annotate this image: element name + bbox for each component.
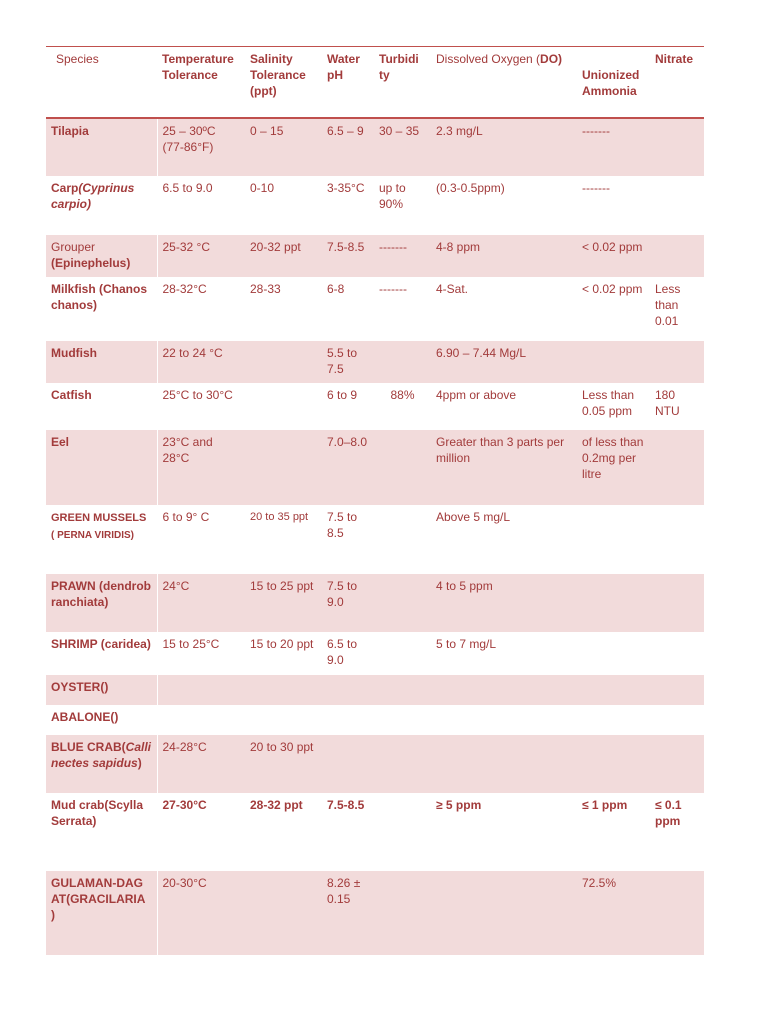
cell-dissolved-oxygen xyxy=(431,871,577,955)
cell-species: SHRIMP (caridea) xyxy=(46,632,157,675)
cell-nitrate xyxy=(650,176,704,235)
table-row xyxy=(46,705,704,735)
species-scientific-name: (Epinephelus) xyxy=(51,256,131,270)
cell-dissolved-oxygen: 4 to 5 ppm xyxy=(431,574,577,632)
cell-ammonia xyxy=(577,705,650,735)
cell-ph: 7.0–8.0 xyxy=(322,430,374,505)
header-ammonia: Unionized Ammonia xyxy=(582,68,640,98)
cell-turbidity: 30 – 35 xyxy=(374,118,431,176)
header-do-text: Dissolved Oxygen ( xyxy=(436,52,541,66)
table-row xyxy=(46,235,704,277)
cell-species xyxy=(46,176,157,235)
cell-ph xyxy=(322,675,374,705)
table-row xyxy=(46,675,704,705)
cell-salinity: 0 – 15 xyxy=(245,118,322,176)
header-nitrate: Nitrate xyxy=(655,52,694,66)
cell-species: PRAWN (dendrobranchiata) xyxy=(46,574,157,632)
cell-salinity xyxy=(245,383,322,430)
table-header-row xyxy=(46,47,704,119)
cell-salinity: 28-33 xyxy=(250,282,281,296)
cell-ammonia xyxy=(577,675,650,705)
species-scientific-name: (Cyprinus carpio) xyxy=(51,181,135,211)
cell-ammonia: Less than 0.05 ppm xyxy=(582,388,635,418)
cell-temperature: 6 to 9° C xyxy=(162,510,210,524)
cell-ph: 6.5 – 9 xyxy=(322,118,374,176)
cell-turbidity: 88% xyxy=(390,388,415,402)
cell-nitrate xyxy=(650,235,704,277)
water-quality-table xyxy=(46,46,704,955)
cell-nitrate xyxy=(650,505,704,574)
cell-temperature: 24-28°C xyxy=(157,735,245,793)
cell-nitrate: 180 NTU xyxy=(655,388,680,418)
table-row xyxy=(46,871,704,955)
cell-salinity: 28-32 ppt xyxy=(250,798,303,812)
cell-dissolved-oxygen: (0.3-0.5ppm) xyxy=(436,181,505,195)
cell-turbidity xyxy=(374,705,431,735)
cell-temperature: 25°C to 30°C xyxy=(162,388,233,402)
cell-species: OYSTER() xyxy=(46,675,157,705)
cell-temperature: 22 to 24 °C xyxy=(157,341,245,383)
cell-dissolved-oxygen: 6.90 – 7.44 Mg/L xyxy=(431,341,577,383)
header-turbidity: Turbidi ty xyxy=(379,52,419,82)
cell-nitrate xyxy=(650,675,704,705)
cell-species: Tilapia xyxy=(46,118,157,176)
cell-ph: 8.26 ± 0.15 xyxy=(322,871,374,955)
cell-nitrate xyxy=(650,705,704,735)
cell-dissolved-oxygen: Greater than 3 parts per million xyxy=(431,430,577,505)
table-row xyxy=(46,277,704,341)
cell-ph: 6-8 xyxy=(327,282,345,296)
cell-salinity: 20-32 ppt xyxy=(245,235,322,277)
cell-ph: 7.5 to 9.0 xyxy=(322,574,374,632)
cell-ph: 7.5-8.5 xyxy=(322,235,374,277)
table-row xyxy=(46,118,704,176)
cell-ammonia xyxy=(577,632,650,675)
cell-turbidity xyxy=(374,675,431,705)
cell-salinity: 20 to 35 ppt xyxy=(250,511,309,523)
header-species: Species xyxy=(56,52,99,66)
cell-temperature xyxy=(157,675,245,705)
table-row xyxy=(46,341,704,383)
cell-dissolved-oxygen: 4ppm or above xyxy=(436,388,517,402)
cell-dissolved-oxygen: 2.3 mg/L xyxy=(431,118,577,176)
cell-salinity xyxy=(245,871,322,955)
cell-turbidity xyxy=(374,430,431,505)
cell-ph: 7.5-8.5 xyxy=(327,798,365,812)
cell-ammonia xyxy=(577,341,650,383)
cell-salinity: 20 to 30 ppt xyxy=(245,735,322,793)
cell-species: Eel xyxy=(46,430,157,505)
cell-nitrate xyxy=(650,574,704,632)
header-temperature: Temperature Tolerance xyxy=(162,52,234,82)
cell-temperature: 20-30°C xyxy=(157,871,245,955)
cell-salinity xyxy=(245,341,322,383)
cell-ph xyxy=(322,735,374,793)
cell-ammonia: < 0.02 ppm xyxy=(582,282,643,296)
header-salinity: Salinity Tolerance (ppt) xyxy=(250,52,306,98)
cell-ammonia: ------- xyxy=(582,181,610,195)
cell-temperature: 25 – 30ºC (77-86°F) xyxy=(157,118,245,176)
table-row xyxy=(46,383,704,430)
cell-nitrate xyxy=(650,118,704,176)
header-dissolved-oxygen xyxy=(431,47,577,119)
table-row xyxy=(46,505,704,574)
table-row xyxy=(46,735,704,793)
cell-temperature xyxy=(157,705,245,735)
table-row xyxy=(46,430,704,505)
cell-species: GULAMAN-DAGAT(GRACILARIA ) xyxy=(46,871,157,955)
cell-temperature: 28-32°C xyxy=(162,282,207,296)
cell-species xyxy=(46,735,157,793)
cell-dissolved-oxygen: 4-Sat. xyxy=(436,282,469,296)
table-row xyxy=(46,793,704,871)
cell-turbidity xyxy=(374,735,431,793)
cell-nitrate xyxy=(650,341,704,383)
species-scientific-name: Callinectes sapidus xyxy=(51,740,152,770)
species-common-name: GREEN MUSSELS xyxy=(51,512,147,524)
cell-dissolved-oxygen: Above 5 mg/L xyxy=(436,510,511,524)
header-do-close: ) xyxy=(558,52,563,66)
cell-dissolved-oxygen: ≥ 5 ppm xyxy=(436,798,482,812)
header-ph: Water pH xyxy=(327,52,360,82)
cell-ammonia: ------- xyxy=(577,118,650,176)
cell-turbidity xyxy=(374,632,431,675)
cell-salinity xyxy=(245,705,322,735)
table-row xyxy=(46,176,704,235)
cell-dissolved-oxygen xyxy=(431,675,577,705)
cell-temperature: 27-30°C xyxy=(162,798,207,812)
cell-ph: 3-35°C xyxy=(327,181,365,195)
cell-salinity: 15 to 20 ppt xyxy=(250,637,314,651)
cell-nitrate xyxy=(650,430,704,505)
cell-salinity xyxy=(245,430,322,505)
cell-temperature: 15 to 25°C xyxy=(162,637,220,651)
cell-ph: 7.5 to 8.5 xyxy=(327,510,358,540)
species-common-name: Grouper xyxy=(51,240,96,254)
cell-ph: 6.5 to 9.0 xyxy=(327,637,358,667)
cell-ammonia: 72.5% xyxy=(577,871,650,955)
cell-temperature: 23°C and 28°C xyxy=(157,430,245,505)
cell-nitrate xyxy=(650,735,704,793)
cell-temperature: 24°C xyxy=(157,574,245,632)
cell-nitrate: ≤ 0.1 ppm xyxy=(655,798,682,828)
species-common-name: BLUE CRAB( xyxy=(51,740,126,754)
cell-temperature: 25-32 °C xyxy=(157,235,245,277)
cell-ammonia xyxy=(577,735,650,793)
cell-species: Mud crab(Scylla Serrata) xyxy=(46,793,157,871)
cell-turbidity: up to 90% xyxy=(379,181,406,211)
cell-dissolved-oxygen xyxy=(431,735,577,793)
cell-ph xyxy=(322,705,374,735)
header-do-abbrev: DO xyxy=(540,52,559,66)
species-close-paren: ) xyxy=(137,756,142,770)
cell-turbidity xyxy=(374,793,431,871)
cell-species: Mudfish xyxy=(46,341,157,383)
cell-dissolved-oxygen xyxy=(431,705,577,735)
table-row xyxy=(46,574,704,632)
cell-turbidity xyxy=(374,871,431,955)
species-scientific-name: ( PERNA VIRIDIS) xyxy=(51,530,134,541)
cell-ammonia: ≤ 1 ppm xyxy=(582,798,628,812)
cell-dissolved-oxygen: 4-8 ppm xyxy=(431,235,577,277)
cell-turbidity xyxy=(374,505,431,574)
cell-species xyxy=(46,505,157,574)
cell-ammonia: of less than 0.2mg per litre xyxy=(577,430,650,505)
cell-turbidity: ------- xyxy=(379,282,407,296)
table-row xyxy=(46,632,704,675)
cell-nitrate: Less than 0.01 xyxy=(655,282,681,328)
cell-salinity: 0-10 xyxy=(250,181,275,195)
cell-ammonia xyxy=(577,574,650,632)
cell-species: Catfish xyxy=(46,383,157,430)
cell-nitrate xyxy=(650,632,704,675)
cell-turbidity xyxy=(374,341,431,383)
cell-ammonia: < 0.02 ppm xyxy=(577,235,650,277)
cell-salinity: 15 to 25 ppt xyxy=(245,574,322,632)
cell-ph: 6 to 9 xyxy=(327,388,358,402)
cell-ph: 5.5 to 7.5 xyxy=(322,341,374,383)
cell-species: Milkfish (Chanos chanos) xyxy=(46,277,157,341)
cell-turbidity: ------- xyxy=(374,235,431,277)
cell-dissolved-oxygen: 5 to 7 mg/L xyxy=(436,637,497,651)
cell-temperature: 6.5 to 9.0 xyxy=(162,181,213,195)
cell-species xyxy=(46,235,157,277)
species-common-name: Carp xyxy=(51,181,79,195)
cell-turbidity xyxy=(374,574,431,632)
cell-species: ABALONE() xyxy=(46,705,157,735)
cell-nitrate xyxy=(650,871,704,955)
cell-ammonia xyxy=(577,505,650,574)
cell-salinity xyxy=(245,675,322,705)
